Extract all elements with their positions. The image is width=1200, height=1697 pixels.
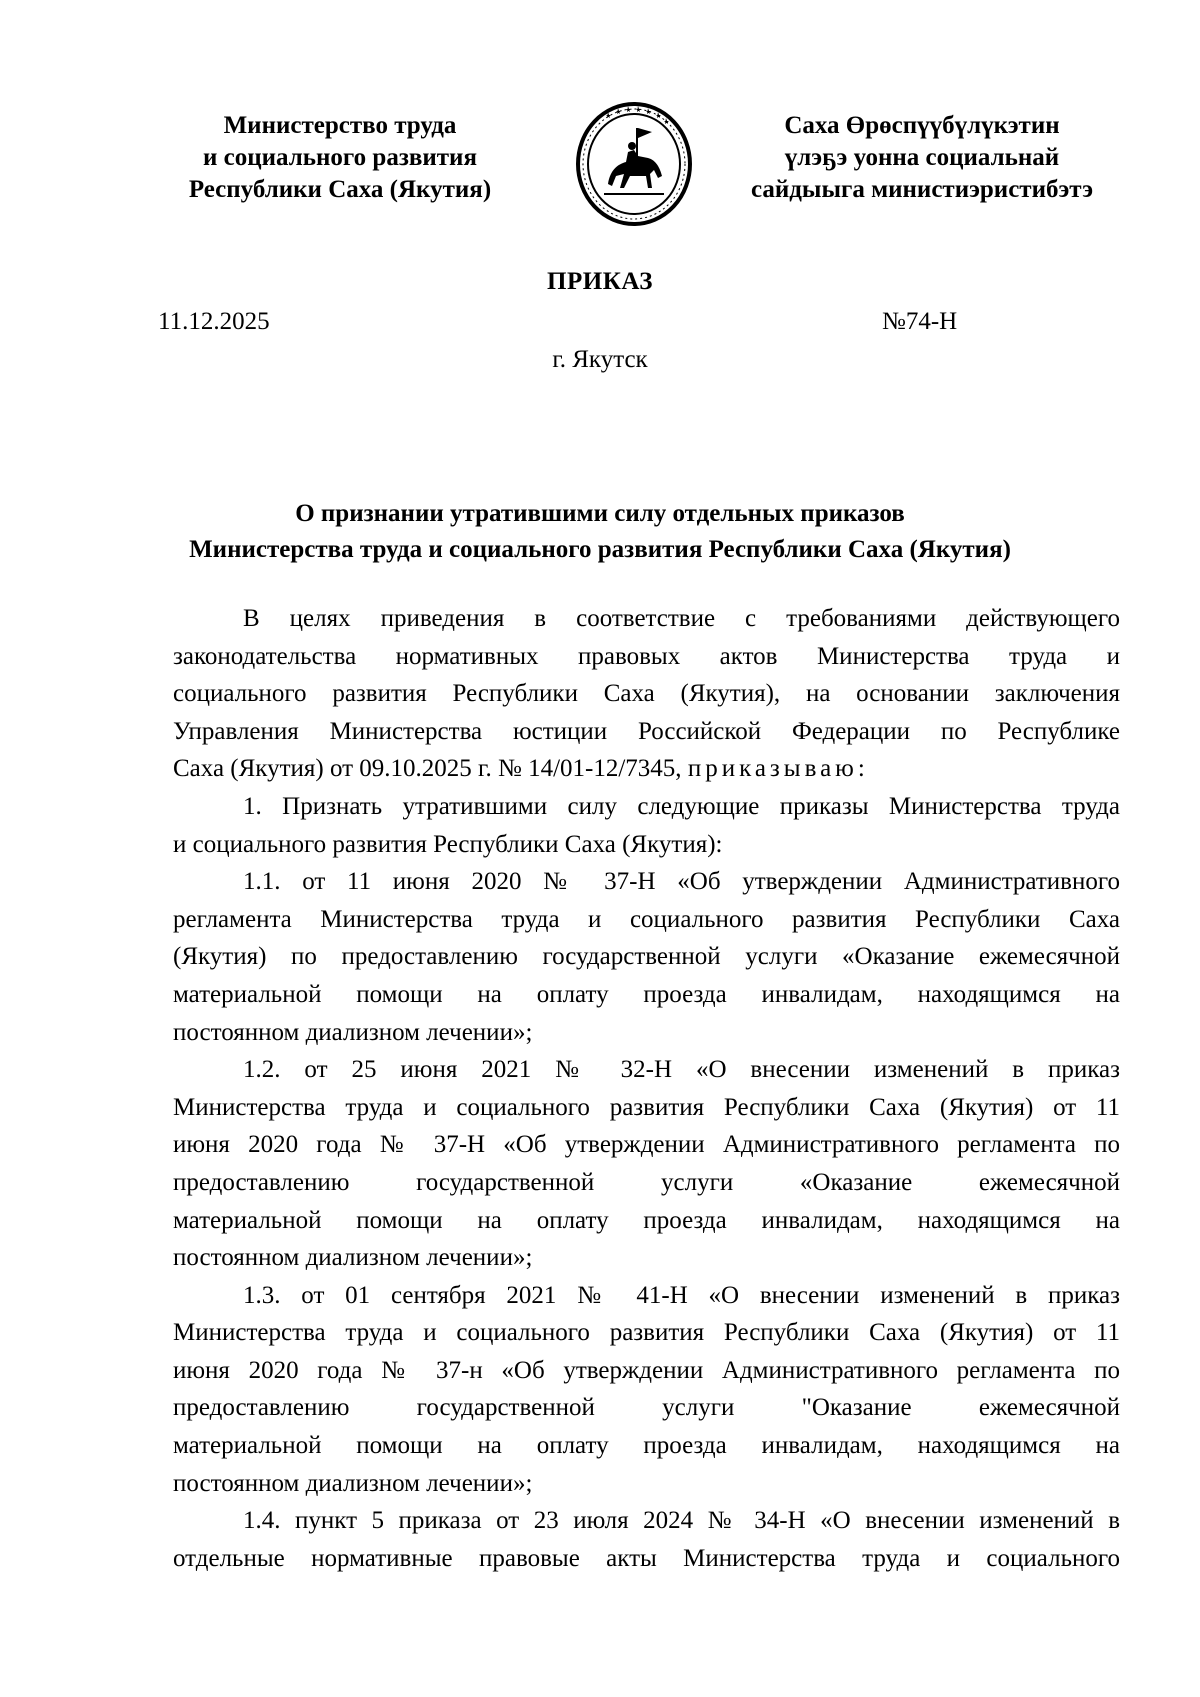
coat-of-arms-emblem	[574, 100, 694, 228]
text-line: В целях приведения в соответствие с требованиями действующего	[243, 605, 1120, 632]
document-title	[0, 496, 1200, 568]
header-left-line: и социального развития	[203, 144, 477, 171]
text-line: постоянном диализном лечении»;	[173, 1244, 533, 1272]
order-title: ПРИКАЗ	[547, 268, 653, 295]
document-body	[173, 600, 1120, 1577]
order-number: №74-Н	[882, 308, 958, 335]
text-line: 1.2. от 25 июня 2021 № 32-Н «О внесении изменений в приказ	[243, 1056, 1120, 1084]
text-line: Министерства труда и социального развития Республики Саха (Якутия) от 11	[173, 1093, 1120, 1121]
paragraph-preamble	[173, 600, 1120, 788]
order-date: 11.12.2025	[158, 308, 270, 335]
text-line: и социального развития Республики Саха (Якутия):	[173, 830, 723, 858]
text-line: Министерства труда и социального развития Республики Саха (Якутия) от 11	[173, 1319, 1120, 1347]
text-line: (Якутия) по предоставлению государственной услуги «Оказание ежемесячной	[173, 943, 1120, 971]
text-line: 1. Признать утратившими силу следующие приказы Министерства труда	[243, 792, 1120, 820]
paragraph-item-1-4	[173, 1502, 1120, 1577]
ministry-name-russian	[170, 110, 510, 206]
text-line: отдельные нормативные правовые акты Министерства труда и социального	[173, 1544, 1120, 1572]
document-title-line: Министерства труда и социального развития Республики Саха (Якутия)	[189, 536, 1011, 563]
document-title-line: О признании утратившими силу отдельных приказов	[295, 500, 905, 527]
paragraph-item-1-2	[173, 1051, 1120, 1277]
text-line: социального развития Республики Саха (Якутия), на основании заключения	[173, 680, 1120, 708]
text-line: июня 2020 года № 37-Н «Об утверждении Административного регламента по	[173, 1131, 1120, 1159]
text-line: материальной помощи на оплату проезда инвалидам, находящимся на	[173, 1206, 1120, 1234]
paragraph-item-1-3	[173, 1277, 1120, 1503]
text-line-part: Саха (Якутия) от 09.10.2025 г. № 14/01-12/7345,	[173, 755, 682, 783]
text-line: материальной помощи на оплату проезда инвалидам, находящимся на	[173, 1432, 1120, 1460]
text-line: постоянном диализном лечении»;	[173, 1469, 533, 1497]
text-line: регламента Министерства труда и социального развития Республики Саха	[173, 905, 1120, 933]
order-city: г. Якутск	[552, 346, 648, 373]
ministry-name-yakut	[732, 110, 1112, 206]
text-line	[173, 750, 1120, 788]
header-right-line: сайдыыга министиэристибэтэ	[750, 176, 1094, 203]
text-line: постоянном диализном лечении»;	[173, 1018, 533, 1046]
text-line: материальной помощи на оплату проезда инвалидам, находящимся на	[173, 980, 1120, 1008]
text-line: 1.1. от 11 июня 2020 № 37-Н «Об утверждении Административного	[243, 868, 1120, 896]
text-line: июня 2020 года № 37-н «Об утверждении Административного регламента по	[173, 1356, 1120, 1384]
text-line: законодательства нормативных правовых актов Министерства труда и	[173, 642, 1120, 670]
text-line: предоставлению государственной услуги "Оказание ежемесячной	[173, 1394, 1120, 1422]
order-verb: приказываю:	[687, 755, 869, 783]
header-left-line: Республики Саха (Якутия)	[188, 176, 492, 203]
paragraph-item-1-1	[173, 863, 1120, 1051]
paragraph-item-1	[173, 788, 1120, 863]
header-right-line: Саха Өрөспүүбүлүкэтин	[784, 112, 1060, 139]
header-left-line: Министерство труда	[223, 112, 457, 139]
header-right-line: үлэҕэ уонна социальнай	[784, 144, 1060, 171]
text-line: предоставлению государственной услуги «Оказание ежемесячной	[173, 1168, 1120, 1196]
text-line: 1.3. от 01 сентября 2021 № 41-Н «О внесении изменений в приказ	[243, 1281, 1120, 1309]
text-line: 1.4. пункт 5 приказа от 23 июля 2024 № 34-Н «О внесении изменений в	[243, 1507, 1120, 1535]
text-line: Управления Министерства юстиции Российской Федерации по Республике	[173, 717, 1120, 745]
